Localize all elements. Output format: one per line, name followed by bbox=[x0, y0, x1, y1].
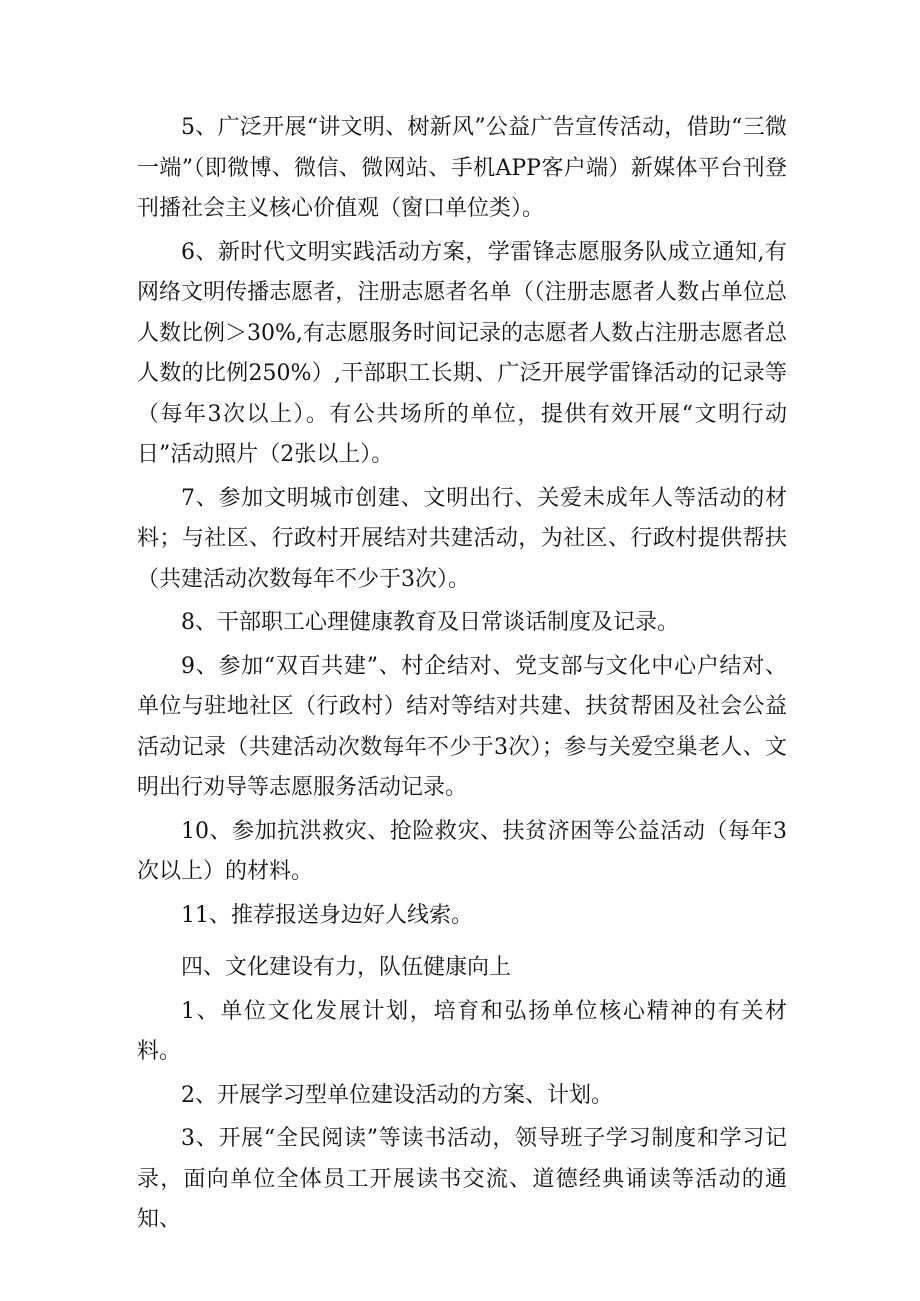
section-heading: 四、文化建设有力，队伍健康向上 bbox=[181, 955, 512, 980]
document-body bbox=[137, 108, 787, 1244]
section-item-1: 1、单位文化发展计划，培育和弘扬单位核心精神的有关材料。 bbox=[137, 998, 787, 1064]
list-item-6: 6、新时代文明实践活动方案，学雷锋志愿服务队成立通知,有网络文明传播志愿者，注册志愿者名单（（注册志愿者人数占单位总人数比例＞30%,有志愿服务时间记录的志愿者人数占注册志愿者总人数的比例250%）,干部职工长期、广泛开展学雷锋活动的记录等（每年3次以上）。有公共场所的单位，提供有效开展“文明行动日”活动照片（2张以上）。 bbox=[137, 239, 788, 467]
list-item-10: 10、参加抗洪救灾、抢险救灾、扶贫济困等公益活动（每年3次以上）的材料。 bbox=[137, 818, 787, 884]
list-item-9: 9、参加“双百共建”、村企结对、党支部与文化中心户结对、单位与驻地社区（行政村）结对等结对共建、扶贫帮困及社会公益活动记录（共建活动次数每年不少于3次）；参与关爱空巢老人、文明出行劝导等志愿服务活动记录。 bbox=[137, 653, 787, 800]
list-item-11: 11、推荐报送身边好人线索。 bbox=[181, 902, 473, 928]
list-item-5: 5、广泛开展“讲文明、树新风”公益广告宣传活动，借助“三微一端”（即微博、微信、微网站、手机APP客户端）新媒体平台刊登刊播社会主义核心价值观（窗口单位类）。 bbox=[137, 115, 787, 221]
section-item-2: 2、开展学习型单位建设活动的方案、计划。 bbox=[181, 1082, 613, 1108]
list-item-8: 8、干部职工心理健康教育及日常谈话制度及记录。 bbox=[181, 610, 679, 635]
list-item-7: 7、参加文明城市创建、文明出行、关爱未成年人等活动的材料；与社区、行政村开展结对共建活动，为社区、行政村提供帮扶（共建活动次数每年不少于3次）。 bbox=[137, 485, 787, 592]
section-item-3: 3、开展“全民阅读”等读书活动，领导班子学习制度和学习记录，面向单位全体员工开展读书交流、道德经典诵读等活动的通知、 bbox=[137, 1126, 787, 1232]
